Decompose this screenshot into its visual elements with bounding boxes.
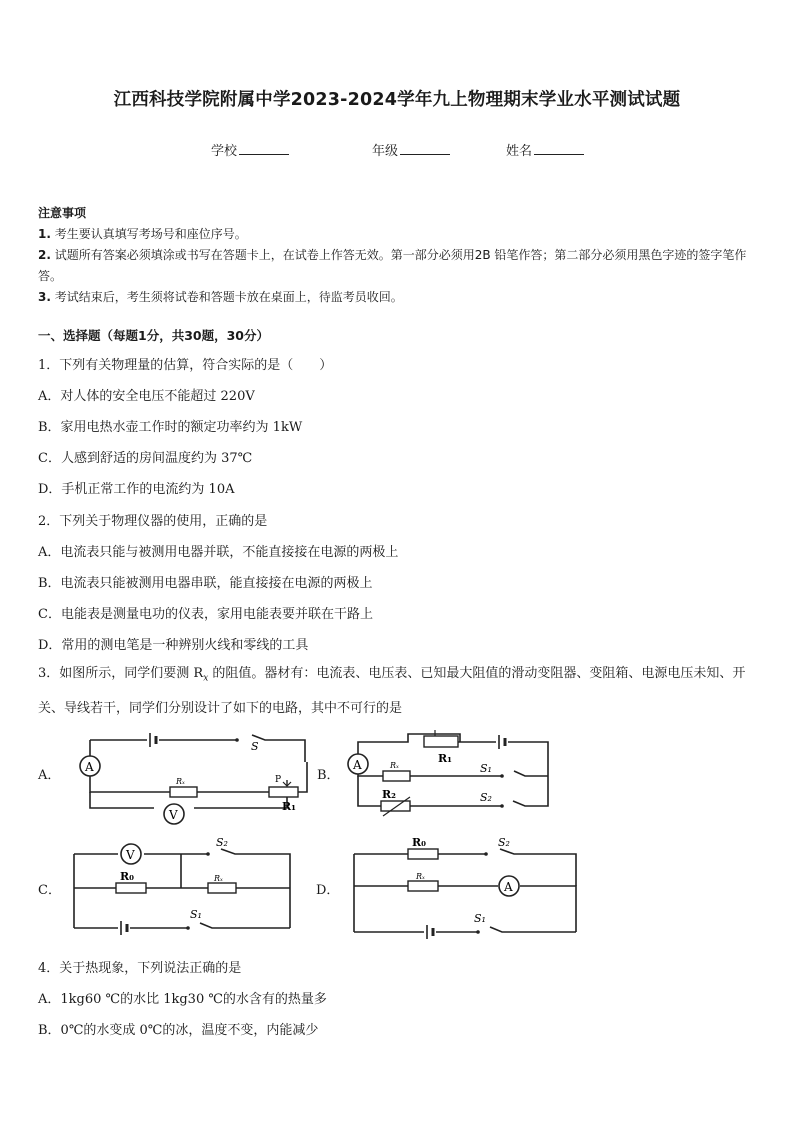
circuit-b-ammeter-label: A [353,758,362,772]
q4-option-a[interactable]: A．1kg60 ℃的水比 1kg30 ℃的水含有的热量多 [38,992,327,1007]
q3-option-b-label[interactable]: B． [317,768,340,783]
circuit-a-diagram [62,730,312,830]
circuit-b-diagram [338,730,558,840]
circuit-b-s1-label: S₁ [480,762,492,775]
circuit-d-rx-label: Rₓ [416,872,425,881]
q4-stem: 4．关于热现象，下列说法正确的是 [38,961,242,976]
circuit-a-rx-label: Rₓ [176,777,185,786]
circuit-b-rx-label: Rₓ [390,761,399,770]
circuit-a-ammeter-label: A [85,760,94,774]
grade-blank[interactable] [400,142,450,155]
q1-stem: 1．下列有关物理量的估算，符合实际的是（ ） [38,358,333,373]
q3-option-c-label[interactable]: C． [38,883,61,898]
note-item: 3. 考试结束后，考生须将试卷和答题卡放在桌面上，待监考员收回。 [38,290,403,304]
notes-heading: 注意事项 [38,206,87,220]
q2-option-c[interactable]: C．电能表是测量电功的仪表，家用电能表要并联在干路上 [38,607,373,622]
circuit-b-r1-label: R₁ [438,752,452,765]
circuit-c-s1-label: S₁ [190,908,202,921]
circuit-d-s2-label: S₂ [498,836,510,849]
school-blank[interactable] [239,142,289,155]
q1-option-a[interactable]: A．对人体的安全电压不能超过 220V [38,389,255,404]
circuit-a-voltmeter-label: V [169,808,178,822]
q1-option-d[interactable]: D．手机正常工作的电流约为 10A [38,482,235,497]
note-item: 2. 试题所有答案必须填涂或书写在答题卡上，在试卷上作答无效。第一部分必须用2B 铅笔作答；第二部分必须用黑色字迹的签字笔作答。 [38,248,747,283]
q3-option-d-label[interactable]: D． [316,883,340,898]
grade-field[interactable]: 年级 [372,140,450,159]
circuit-c-s2-label: S₂ [216,836,228,849]
q1-option-b[interactable]: B．家用电热水壶工作时的额定功率约为 1kW [38,420,303,435]
circuit-a-slider-label: P [275,775,282,785]
q2-option-b[interactable]: B．电流表只能被测用电器串联，能直接接在电源的两极上 [38,576,373,591]
circuit-b-r2-label: R₂ [382,788,396,801]
circuit-a-switch-label: S [251,740,259,753]
name-field[interactable]: 姓名 [506,140,584,159]
q4-option-b[interactable]: B．0℃的水变成 0℃的冰，温度不变，内能减少 [38,1023,319,1038]
q2-option-d[interactable]: D．常用的测电笔是一种辨别火线和零线的工具 [38,638,309,653]
page-title: 江西科技学院附属中学2023-2024学年九上物理期末学业水平测试试题 [113,90,681,110]
circuit-d-diagram [348,836,584,942]
circuit-c-rx-label: Rₓ [214,874,223,883]
circuit-b-s2-label: S₂ [480,791,492,804]
circuit-c-r0-label: R₀ [120,870,134,883]
notes-block [38,203,758,308]
school-field[interactable]: 学校 [211,140,289,159]
name-blank[interactable] [534,142,584,155]
circuit-c-diagram [68,836,300,944]
q1-option-c[interactable]: C．人感到舒适的房间温度约为 37℃ [38,451,253,466]
section-title: 一、选择题（每题1分，共30题，30分） [38,328,269,343]
q2-stem: 2．下列关于物理仪器的使用，正确的是 [38,514,268,529]
q2-option-a[interactable]: A．电流表只能与被测用电器并联，不能直接接在电源的两极上 [38,545,399,560]
q3-option-a-label[interactable]: A． [38,768,61,783]
circuit-c-voltmeter-label: V [126,848,135,862]
circuit-a-r1-label: R₁ [282,800,296,813]
circuit-d-ammeter-label: A [504,880,513,894]
circuit-d-s1-label: S₁ [474,912,486,925]
circuit-d-r0-label: R₀ [412,836,426,849]
q3-stem: 3．如图所示，同学们要测 $R_x$ 的阻值。器材有：电流表、电压表、已知最大阻值的滑动变阻器、变阻箱、电源电压未知、开关、导线若干，同学们分别设计了如下的电路，其中不可行的是 [38,666,746,716]
note-item: 1. 考生要认真填写考场号和座位序号。 [38,227,247,241]
